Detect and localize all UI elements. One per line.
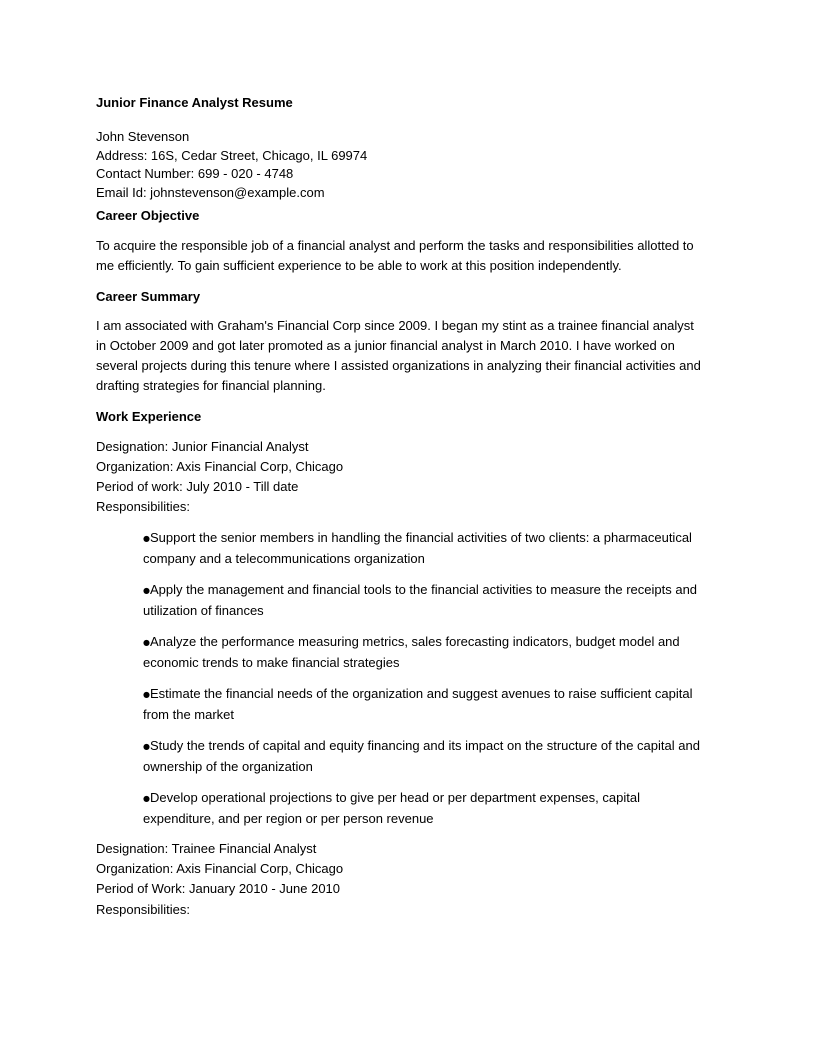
- list-item: [143, 580, 716, 621]
- list-item-line: Analyze the performance measuring metrics, sales forecasting indicators, budget model and: [149, 633, 680, 649]
- list-item: [143, 788, 716, 829]
- contact-name: John Stevenson: [96, 129, 190, 144]
- career-summary-line: I am associated with Graham's Financial Corp since 2009. I began my stint as a trainee financial analyst: [96, 317, 694, 333]
- career-summary-line: drafting strategies for financial planning.: [96, 378, 326, 394]
- work-experience-heading: Work Experience: [96, 408, 202, 424]
- bullet-icon: ●: [143, 585, 150, 595]
- career-objective-heading: Career Objective: [96, 208, 200, 223]
- bullet-icon: ●: [143, 637, 150, 647]
- job-entry: [96, 839, 716, 920]
- responsibilities-list: [96, 528, 716, 829]
- list-item-line: ownership of the organization: [143, 758, 313, 774]
- job-entry: [96, 437, 716, 829]
- list-item-line: Estimate the financial needs of the organization and suggest avenues to raise sufficient capital: [149, 685, 693, 701]
- contact-email: Email Id: johnstevenson@example.com: [96, 184, 325, 200]
- job-designation: Designation: Junior Financial Analyst: [96, 438, 309, 454]
- bullet-icon: ●: [143, 689, 150, 699]
- list-item-line: Develop operational projections to give per head or per department expenses, capital: [149, 789, 640, 805]
- list-item-line: Support the senior members in handling the financial activities of two clients: a pharmaceutical: [149, 529, 692, 545]
- list-item-line: expenditure, and per region or per person revenue: [143, 810, 434, 826]
- job-period: Period of Work: January 2010 - June 2010: [96, 881, 341, 897]
- job-period: Period of work: July 2010 - Till date: [96, 479, 299, 495]
- list-item-line: company and a telecommunications organization: [143, 550, 425, 566]
- contact-block: [96, 128, 716, 202]
- job-designation: Designation: Trainee Financial Analyst: [96, 841, 317, 856]
- bullet-icon: ●: [143, 533, 150, 543]
- bullet-icon: ●: [143, 741, 150, 751]
- career-summary-line: in October 2009 and got later promoted as a junior financial analyst in March 2010. I have worked on: [96, 337, 675, 353]
- career-summary-line: several projects during this tenure where I assisted organizations in analyzing their financial activities and: [96, 358, 701, 374]
- list-item-line: Apply the management and financial tools to the financial activities to measure the receipts and: [149, 581, 698, 597]
- job-organization: Organization: Axis Financial Corp, Chicago: [96, 458, 344, 474]
- list-item: [143, 736, 716, 777]
- career-objective-line: me efficiently. To gain sufficient experience to be able to work at this position independently.: [96, 258, 622, 274]
- contact-phone: Contact Number: 699 - 020 - 4748: [96, 166, 294, 181]
- list-item-line: Study the trends of capital and equity financing and its impact on the structure of the capital and: [149, 737, 700, 753]
- job-responsibilities-label: Responsibilities:: [96, 499, 190, 515]
- career-summary-heading: Career Summary: [96, 288, 201, 304]
- job-organization: Organization: Axis Financial Corp, Chicago: [96, 861, 344, 877]
- list-item-line: economic trends to make financial strategies: [143, 654, 400, 670]
- list-item: [143, 632, 716, 673]
- resume-page: [96, 94, 716, 920]
- list-item: [143, 528, 716, 569]
- contact-address: Address: 16S, Cedar Street, Chicago, IL 69974: [96, 147, 368, 163]
- career-objective-line: To acquire the responsible job of a financial analyst and perform the tasks and responsibilities allotted to: [96, 238, 694, 253]
- list-item-line: utilization of finances: [143, 602, 264, 618]
- list-item-line: from the market: [143, 706, 235, 722]
- list-item: [143, 684, 716, 725]
- career-objective-text: [96, 236, 716, 277]
- career-summary-text: [96, 316, 716, 397]
- job-responsibilities-label: Responsibilities:: [96, 901, 190, 917]
- document-title: Junior Finance Analyst Resume: [96, 95, 293, 110]
- bullet-icon: ●: [143, 793, 150, 803]
